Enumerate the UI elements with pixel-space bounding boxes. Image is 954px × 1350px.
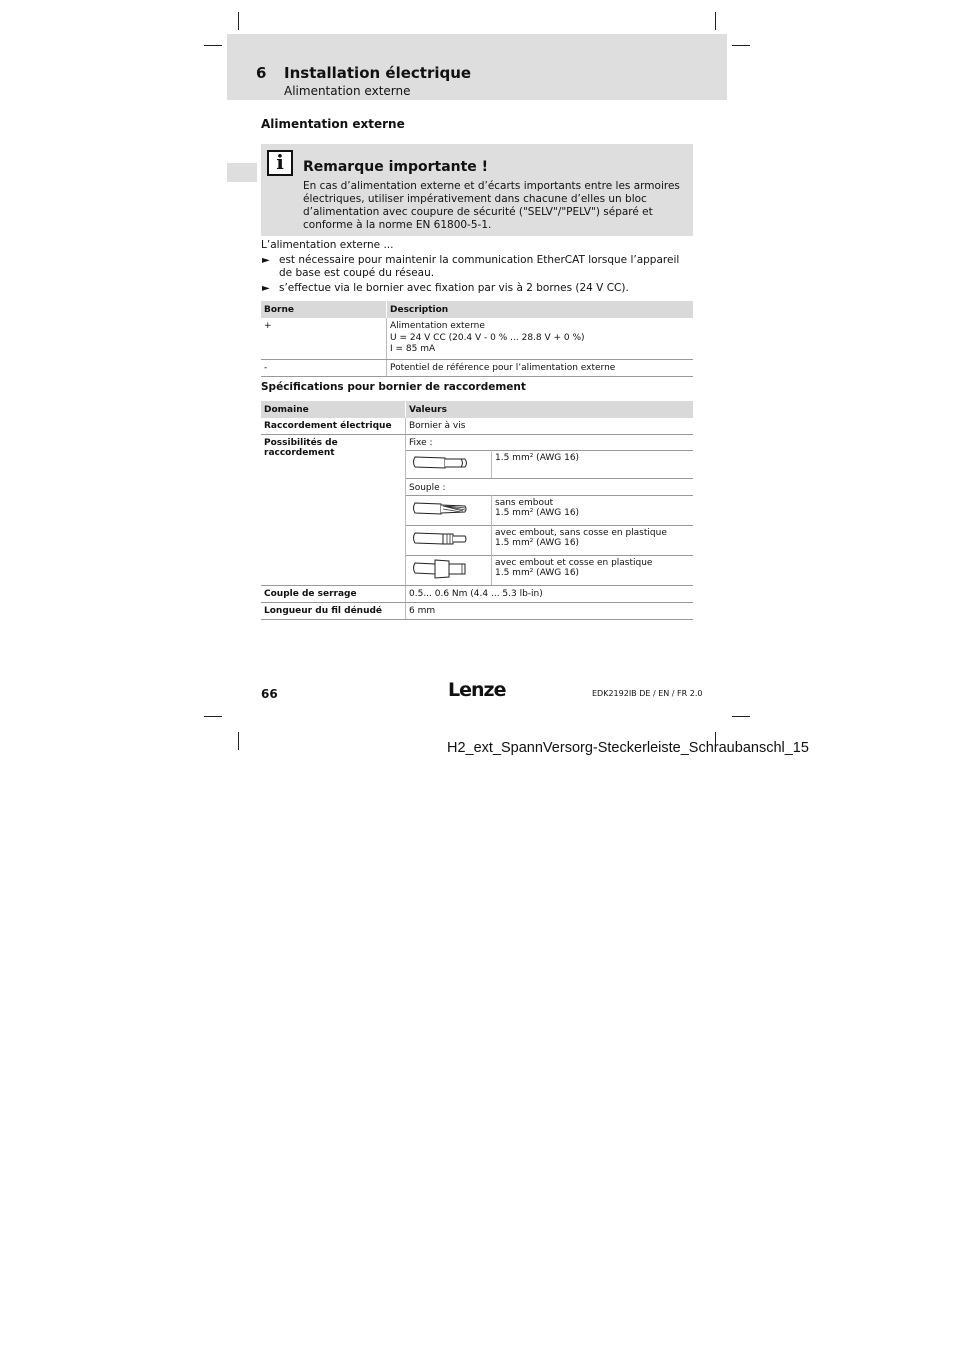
side-tab <box>227 163 257 182</box>
row-value: Bornier à vis <box>406 418 694 435</box>
crop-mark <box>204 45 222 46</box>
row-label: Raccordement électrique <box>261 418 406 435</box>
intro-text: L’alimentation externe ... <box>261 239 394 251</box>
note-text: En cas d’alimentation externe et d’écarts importants entre les armoires électriques, utiliser impérativement dans chacune d’elles un bloc d’alimentation avec coupure de sécurité ("SELV"/"PELV") séparé et conforme à la norme EN 61800-5-1. <box>303 180 680 231</box>
crop-mark <box>204 716 222 717</box>
table-row <box>261 418 693 435</box>
spec-title: Spécifications pour bornier de raccordement <box>261 381 526 393</box>
table-row <box>261 435 693 586</box>
souple-line: 1.5 mm² (AWG 16) <box>495 538 580 548</box>
crop-mark <box>238 732 239 750</box>
description-line: I = 85 mA <box>390 344 436 354</box>
description-line: Alimentation externe <box>390 321 485 331</box>
table-header: Description <box>387 301 694 318</box>
chapter-number: 6 <box>256 64 267 82</box>
description-line: U = 24 V CC (20.4 V - 0 % ... 28.8 V + 0 %) <box>390 332 585 343</box>
souple-line: sans embout <box>495 498 554 508</box>
crop-mark <box>732 45 750 46</box>
document-code: EDK2192IB DE / EN / FR 2.0 <box>592 689 703 698</box>
souple-line: avec embout, sans cosse en plastique <box>495 528 667 538</box>
page-number: 66 <box>261 687 278 701</box>
ferrule-sleeve-wire-icon <box>406 556 492 586</box>
row-value: 0.5... 0.6 Nm (4.4 ... 5.3 lb-in) <box>406 586 694 603</box>
souple-label: Souple : <box>406 478 693 495</box>
row-value: 6 mm <box>406 603 694 620</box>
table-row <box>261 603 693 620</box>
terminal-cell: + <box>261 318 387 359</box>
section-title: Alimentation externe <box>261 117 405 131</box>
note-title: Remarque importante ! <box>303 159 489 175</box>
table-row <box>261 318 693 359</box>
bullet-item: est nécessaire pour maintenir la communication EtherCAT lorsque l’appareil de base est coupé du réseau. <box>279 254 680 279</box>
table-row <box>261 586 693 603</box>
fixe-subtable <box>406 450 693 478</box>
crop-mark <box>238 12 239 30</box>
souple-line: 1.5 mm² (AWG 16) <box>495 568 580 578</box>
souple-subtable <box>406 495 693 585</box>
fixe-label: Fixe : <box>409 438 433 448</box>
bullet-arrow-icon: ► <box>262 283 270 294</box>
spec-table <box>261 401 693 620</box>
bullet-arrow-icon: ► <box>262 255 270 266</box>
crop-mark <box>732 716 750 717</box>
crop-mark <box>715 12 716 30</box>
row-label: Possibilités de raccordement <box>261 435 406 586</box>
chapter-title: Installation électrique <box>284 64 472 82</box>
row-label: Couple de serrage <box>261 586 406 603</box>
stranded-wire-icon <box>406 496 492 526</box>
table-header: Borne <box>261 301 387 318</box>
table-header: Domaine <box>261 401 406 418</box>
solid-wire-icon <box>406 451 492 479</box>
table-header: Valeurs <box>406 401 694 418</box>
file-name: H2_ext_SpannVersorg-Steckerleiste_Schraubanschl_15 <box>447 740 809 756</box>
fixe-value: 1.5 mm² (AWG 16) <box>492 451 694 479</box>
bullet-item: s’effectue via le bornier avec fixation par vis à 2 bornes (24 V CC). <box>279 282 629 294</box>
lenze-logo: Lenze <box>448 679 506 701</box>
souple-line: 1.5 mm² (AWG 16) <box>495 508 580 518</box>
souple-line: avec embout et cosse en plastique <box>495 558 653 568</box>
terminal-table <box>261 301 693 377</box>
terminal-cell: - <box>261 359 387 376</box>
info-icon: i <box>267 150 293 176</box>
description-line: Potentiel de référence pour l’alimentation externe <box>387 359 694 376</box>
row-label: Longueur du fil dénudé <box>261 603 406 620</box>
table-row <box>261 359 693 376</box>
ferrule-wire-icon <box>406 526 492 556</box>
chapter-subtitle: Alimentation externe <box>284 84 411 98</box>
